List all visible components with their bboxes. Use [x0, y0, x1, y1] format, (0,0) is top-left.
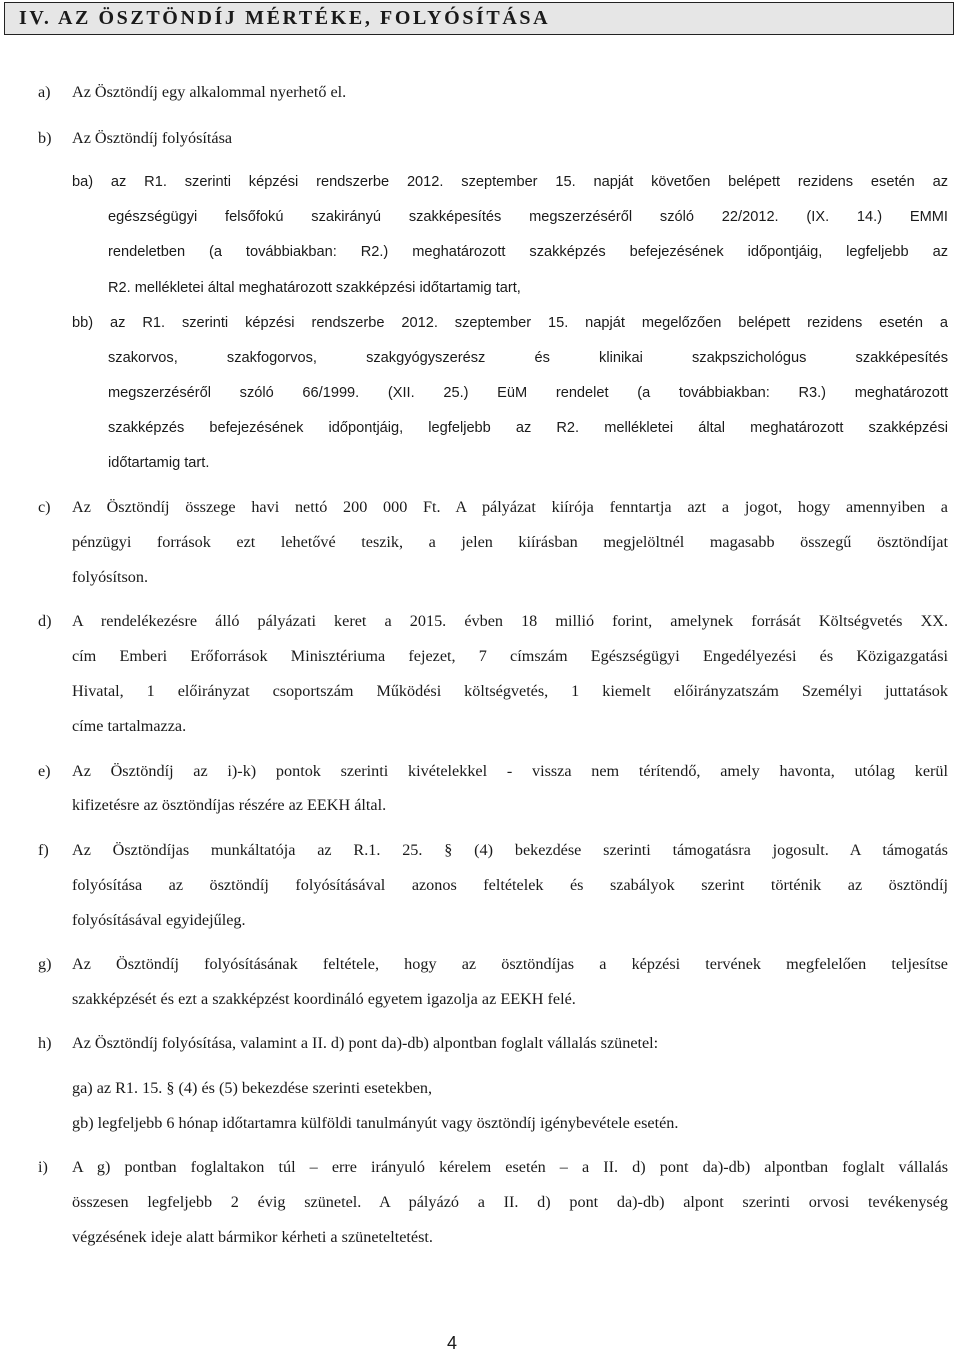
item-f-line-1: Az Ösztöndíjas munkáltatója az R.1. 25. § (4) bekezdése szerinti támogatásra jogosult. A támogatás — [72, 841, 948, 859]
item-g-line-2: szakképzését és ezt a szakképzést koordináló egyetem igazolja az EEKH felé. — [72, 990, 576, 1008]
item-h-label: h) — [38, 1034, 52, 1052]
item-e-line-2: kifizetésre az ösztöndíjas részére az EEKH által. — [72, 796, 387, 814]
item-g-label: g) — [38, 955, 52, 973]
item-i-label: i) — [38, 1158, 48, 1176]
item-i-line-2: összesen legfeljebb 2 évig szünetel. A pályázó a II. d) pont da)-db) alpont szerinti orvosi tevékenység — [72, 1193, 948, 1211]
item-c-line-1: Az Ösztöndíj összege havi nettó 200 000 Ft. A pályázat kiírója fenntartja azt a jogot, hogy amennyiben a — [72, 498, 948, 516]
item-gb-text: gb) legfeljebb 6 hónap időtartamra külföldi tanulmányút vagy ösztöndíj igénybevétele esetén. — [72, 1114, 679, 1132]
item-ba-line-4: R2. mellékletei által meghatározott szakképzési időtartamig tart, — [108, 280, 521, 296]
item-i-line-1: A g) pontban foglaltakon túl – erre irányuló kérelem esetén – a II. d) pont da)-db) alpontban foglalt vállalás — [72, 1158, 948, 1176]
item-b-text: Az Ösztöndíj folyósítása — [72, 129, 233, 147]
item-ba-line-2: egészségügyi felsőfokú szakirányú szakképesítés megszerzéséről szóló 22/2012. (IX. 14.) EMMI — [108, 209, 948, 225]
item-c-label: c) — [38, 498, 51, 516]
item-ba-line-3: rendeletben (a továbbiakban: R2.) meghatározott szakképzés befejezésének időpontjáig, legfeljebb az — [108, 244, 948, 260]
item-bb-line-2: szakorvos, szakfogorvos, szakgyógyszerész és klinikai szakpszichológus szakképesítés — [108, 350, 948, 366]
item-bb-line-3: megszerzéséről szóló 66/1999. (XII. 25.) EüM rendelet (a továbbiakban: R3.) meghatározott — [108, 385, 948, 401]
item-d-line-1: A rendelékezésre álló pályázati keret a 2015. évben 18 millió forint, amelynek forrását Költségvetés XX. — [72, 612, 948, 630]
item-d-line-4: címe tartalmazza. — [72, 717, 187, 735]
item-e-label: e) — [38, 762, 51, 780]
item-i-line-3: végzésének ideje alatt bármikor kérheti a szüneteltetést. — [72, 1228, 433, 1246]
item-bb-line-4: szakképzés befejezésének időpontjáig, legfeljebb az R2. mellékletei által meghatározott szakképzési — [108, 420, 948, 436]
item-bb-line-1: bb) az R1. szerinti képzési rendszerbe 2012. szeptember 15. napját megelőzően belépett rezidens esetén a — [72, 315, 948, 331]
item-f-line-3: folyósításával egyidejűleg. — [72, 911, 246, 929]
item-c-line-2: pénzügyi források ezt lehetővé teszik, a jelen kiírásban megjelöltnél magasabb összegű ösztöndíjat — [72, 533, 948, 551]
item-bb-line-5: időtartamig tart. — [108, 455, 210, 471]
section-heading-box — [4, 2, 954, 35]
section-heading: IV. AZ ÖSZTÖNDÍJ MÉRTÉKE, FOLYÓSÍTÁSA — [19, 7, 551, 29]
item-a-text: Az Ösztöndíj egy alkalommal nyerhető el. — [72, 83, 347, 101]
item-d-line-2: cím Emberi Erőforrások Minisztériuma fejezet, 7 címszám Egészségügyi Engedélyezési és Közigazgatási — [72, 647, 948, 665]
item-e-line-1: Az Ösztöndíj az i)-k) pontok szerinti kivételekkel - vissza nem térítendő, amely havonta, utólag kerül — [72, 762, 948, 780]
item-f-line-2: folyósítása az ösztöndíj folyósításával azonos feltételek és szabályok szerint történik az ösztöndíj — [72, 876, 948, 894]
item-ba-line-1: ba) az R1. szerinti képzési rendszerbe 2012. szeptember 15. napját követően belépett rezidens esetén az — [72, 174, 948, 190]
item-b-label: b) — [38, 129, 52, 147]
item-d-label: d) — [38, 612, 52, 630]
page-number: 4 — [447, 1333, 458, 1353]
item-ga-text: ga) az R1. 15. § (4) és (5) bekezdése szerinti esetekben, — [72, 1079, 433, 1097]
item-c-line-3: folyósítson. — [72, 568, 148, 586]
item-d-line-3: Hivatal, 1 előirányzat csoportszám Működési költségvetés, 1 kiemelt előirányzatszám Személyi juttatások — [72, 682, 948, 700]
item-h-text: Az Ösztöndíj folyósítása, valamint a II. d) pont da)-db) alpontban foglalt vállalás szünetel: — [72, 1034, 659, 1052]
item-a-label: a) — [38, 83, 51, 101]
item-f-label: f) — [38, 841, 49, 859]
item-g-line-1: Az Ösztöndíj folyósításának feltétele, hogy az ösztöndíjas a képzési tervének megfelelően teljesítse — [72, 955, 948, 973]
